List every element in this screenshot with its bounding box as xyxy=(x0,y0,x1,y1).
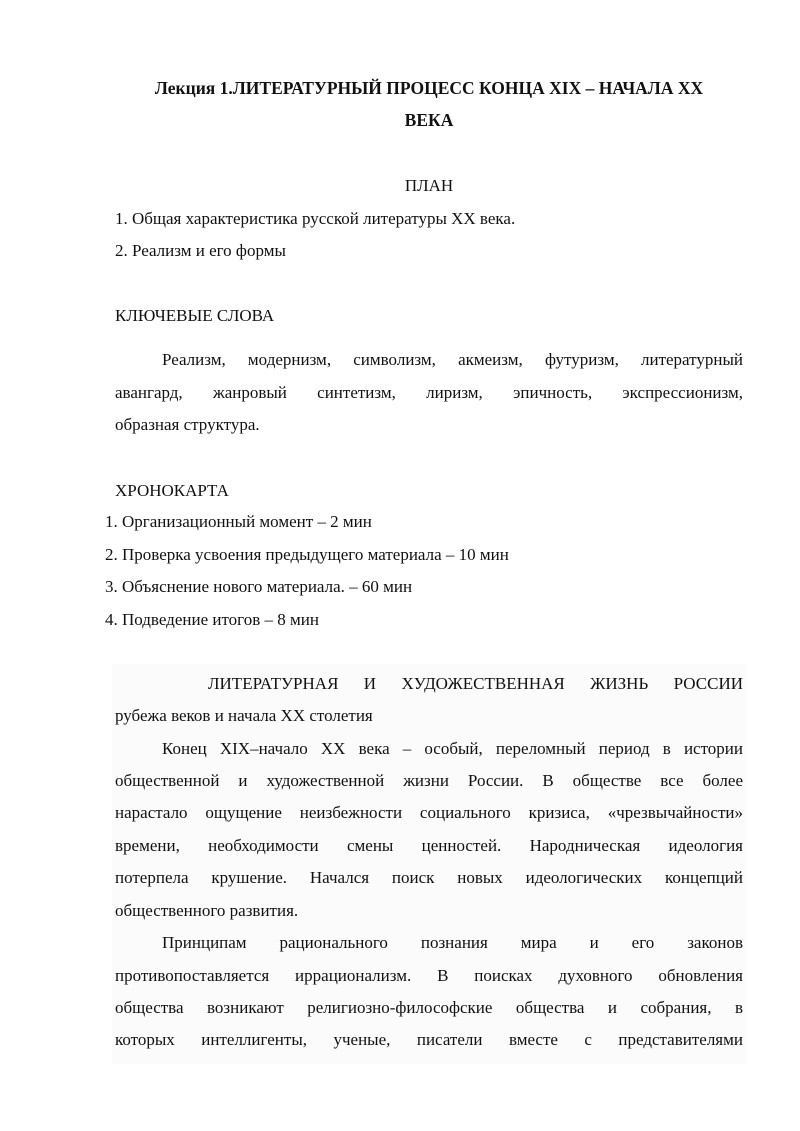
para2-line-2: противопоставляется иррационализм. В поисках духовного обновления xyxy=(115,966,743,985)
para1-line-2: общественной и художественной жизни России. В обществе все более xyxy=(115,771,743,790)
plan-item-2: 2. Реализм и его формы xyxy=(115,241,286,260)
plan-heading-wrap xyxy=(115,175,743,197)
lecture-title xyxy=(115,72,743,136)
section-heading-line-2: рубежа веков и начала XX столетия xyxy=(115,706,373,725)
lecture-title-line-2: ВЕКА xyxy=(404,110,454,130)
chronomap-item-4: 4. Подведение итогов – 8 мин xyxy=(105,610,319,629)
keywords-line-2: авангард, жанровый синтетизм, лиризм, эпичность, экспрессионизм, xyxy=(115,383,743,402)
para2-line-3: общества возникают религиозно-философские общества и собрания, в xyxy=(115,998,743,1017)
para1-line-6: общественного развития. xyxy=(115,901,299,920)
chronomap-heading: ХРОНОКАРТА xyxy=(115,481,229,500)
lecture-title-line-1: Лекция 1.ЛИТЕРАТУРНЫЙ ПРОЦЕСС КОНЦА XIX – НАЧАЛА XX xyxy=(154,78,704,98)
keywords-heading: КЛЮЧЕВЫЕ СЛОВА xyxy=(115,306,275,325)
para1-line-4: времени, необходимости смены ценностей. Народническая идеология xyxy=(115,836,743,855)
para2-line-1: Принципам рационального познания мира и его законов xyxy=(162,933,743,952)
chronomap-item-3: 3. Объяснение нового материала. – 60 мин xyxy=(105,577,413,596)
keywords-line-3: образная структура. xyxy=(115,415,260,434)
chronomap-item-1: 1. Организационный момент – 2 мин xyxy=(105,512,372,531)
para1-line-3: нарастало ощущение неизбежности социального кризиса, «чрезвычайности» xyxy=(115,803,743,822)
plan-heading: ПЛАН xyxy=(404,176,454,195)
chronomap-item-2: 2. Проверка усвоения предыдущего материала – 10 мин xyxy=(105,545,509,564)
keywords-line-1: Реализм, модернизм, символизм, акмеизм, футуризм, литературный xyxy=(162,350,743,369)
para2-line-4: которых интеллигенты, ученые, писатели вместе с представителями xyxy=(115,1030,743,1049)
plan-item-1: 1. Общая характеристика русской литературы XX века. xyxy=(115,209,516,228)
para1-line-1: Конец XIX–начало XX века – особый, переломный период в истории xyxy=(162,739,743,758)
para1-line-5: потерпела крушение. Начался поиск новых идеологических концепций xyxy=(115,868,743,887)
section-heading-line-1: ЛИТЕРАТУРНАЯ И ХУДОЖЕСТВЕННАЯ ЖИЗНЬ РОССИИ xyxy=(208,674,743,693)
